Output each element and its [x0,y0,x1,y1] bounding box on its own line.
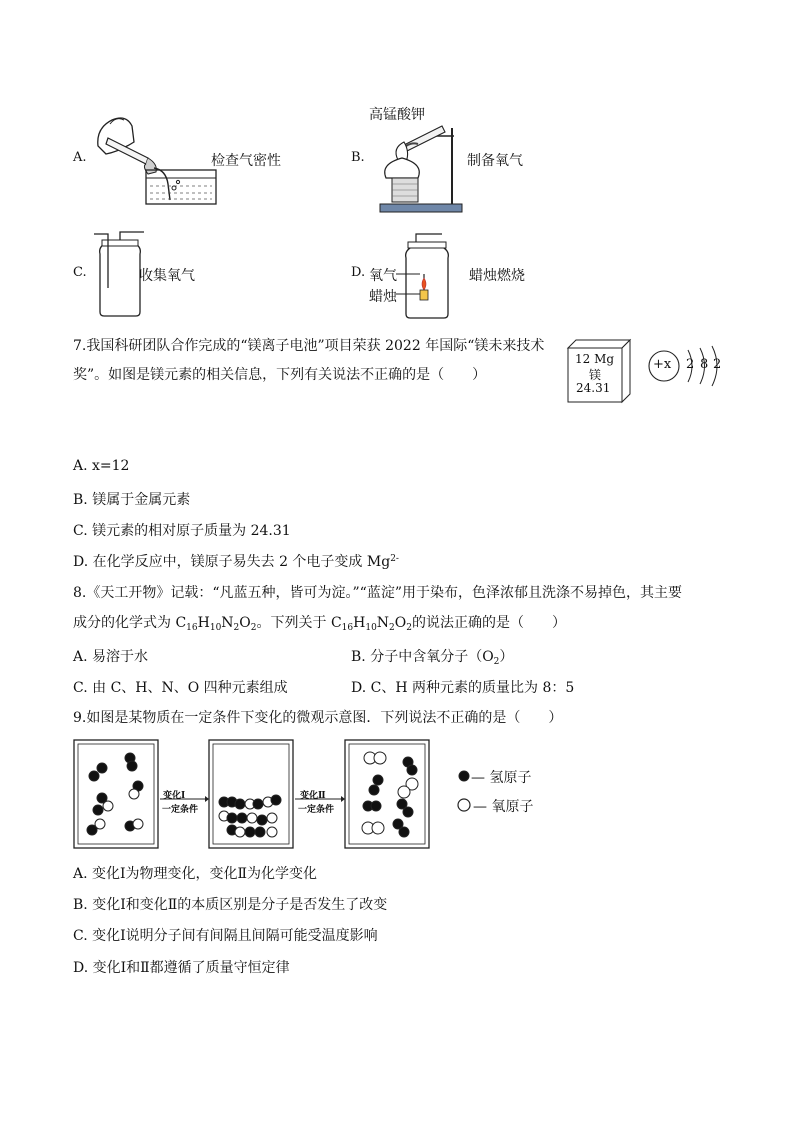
element-number-symbol: 12 Mg [575,352,615,366]
option-c-label: 收集氧气 [139,268,195,284]
airtightness-check-illustration [88,108,218,208]
element-mass: 24.31 [576,381,611,395]
option-a-letter: A. [73,150,87,165]
q7-option-b: B. 镁属于金属元素 [73,492,191,508]
atom-shell-1: 2 [686,357,695,372]
legend-oxygen: — 氧原子 [473,799,534,815]
option-d-gas-label: 氧气 [369,268,397,284]
element-name: 镁 [589,368,602,382]
option-d-letter: D. [351,265,366,280]
arrow2-top-label: 变化Ⅱ [300,791,326,801]
atom-nucleus: +x [653,357,672,372]
option-b-label: 制备氧气 [467,153,523,169]
atom-structure-diagram [648,346,728,386]
element-info-box [568,340,628,398]
q7-stem-line2: 奖”。如图是镁元素的相关信息，下列有关说法不正确的是（ ） [73,367,487,383]
q9-option-d: D. 变化Ⅰ和Ⅱ都遵循了质量守恒定律 [73,960,290,976]
candle-burning-illustration [396,228,460,320]
q8-stem-line2: 成分的化学式为 $C_{16}H_{10}N_2O_2$。下列关于 $C_{16}H_{10}N_2O_2$的说法正确的是（ ） [73,615,566,633]
q9-option-b: B. 变化Ⅰ和变化Ⅱ的本质区别是分子是否发生了改变 [73,897,388,913]
atom-shell-3: 2 [713,357,722,372]
q8-option-c: C. 由 C、H、N、O 四种元素组成 [73,680,288,696]
legend-hydrogen: — 氢原子 [471,770,532,786]
q7-stem-line1: 7.我国科研团队合作完成的“镁离子电池”项目荣获 2022 年国际“镁未来技术 [73,338,545,354]
atom-shell-2: 8 [700,357,709,372]
q7-option-a: A. x=12 [73,458,130,474]
option-d-candle-label: 蜡烛 [369,289,397,305]
option-b-letter: B. [351,150,365,165]
arrow2-bottom-label: 一定条件 [298,805,335,815]
option-b-top-label: 高锰酸钾 [369,107,425,123]
q8-stem-line1: 8.《天工开物》记载：“凡蓝五种，皆可为淀。”“蓝淀”用于染布，色泽浓郁且洗涤不易掉色，其主要 [73,585,682,601]
option-c-letter: C. [73,265,87,280]
arrow1-bottom-label: 一定条件 [162,805,199,815]
q7-option-c: C. 镁元素的相对原子质量为 24.31 [73,523,291,539]
arrow1-top-label: 变化Ⅰ [163,791,186,801]
q8-option-d: D. C、H 两种元素的质量比为 8：5 [351,680,575,696]
q9-option-c: C. 变化Ⅰ说明分子间有间隔且间隔可能受温度影响 [73,928,378,944]
option-a-label: 检查气密性 [211,153,281,169]
q8-option-b: B. 分子中含氧分子$(O_2)$ [351,649,514,667]
option-d-label: 蜡烛燃烧 [469,268,525,284]
q7-option-d: D. 在化学反应中，镁原子易失去 2 个电子变成 $Mg^{2-}$ [73,554,399,570]
q8-option-a: A. 易溶于水 [73,649,149,665]
q9-option-a: A. 变化Ⅰ为物理变化，变化Ⅱ为化学变化 [73,866,318,882]
oxygen-preparation-illustration [372,118,464,214]
q9-stem: 9.如图是某物质在一定条件下变化的微观示意图．下列说法不正确的是（ ） [73,710,563,726]
